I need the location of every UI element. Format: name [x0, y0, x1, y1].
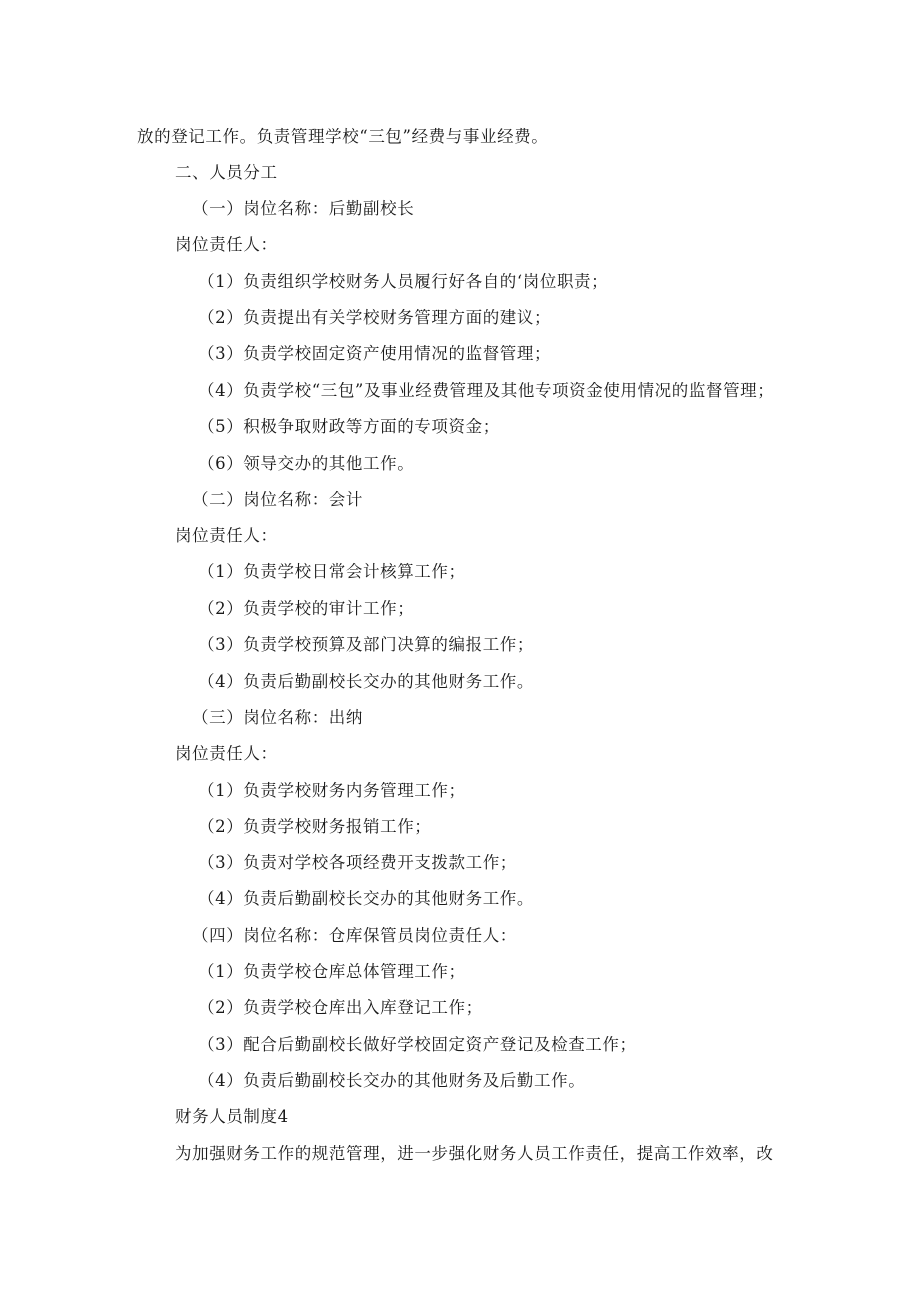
- duty-item: （4）负责后勤副校长交办的其他财务工作。: [198, 889, 534, 908]
- position-heading: （四）岗位名称：仓库保管员岗位责任人：: [192, 926, 517, 945]
- duty-item: （3）负责学校固定资产使用情况的监督管理；: [198, 344, 552, 363]
- duty-item: （5）积极争取财政等方面的专项资金；: [198, 417, 500, 436]
- responsible-person-label: 岗位责任人：: [175, 526, 278, 545]
- duty-item: （6）领导交办的其他工作。: [198, 454, 415, 473]
- responsible-person-label: 岗位责任人：: [175, 235, 278, 254]
- section-title: 财务人员制度4: [175, 1107, 289, 1126]
- duty-item: （4）负责学校“三包”及事业经费管理及其他专项资金使用情况的监督管理；: [198, 381, 775, 400]
- duty-item: （4）负责后勤副校长交办的其他财务及后勤工作。: [198, 1071, 586, 1090]
- paragraph-start: 为加强财务工作的规范管理，进一步强化财务人员工作责任，提高工作效率，改: [175, 1144, 774, 1163]
- duty-item: （1）负责学校仓库总体管理工作；: [198, 962, 466, 981]
- duty-item: （2）负责学校仓库出入库登记工作；: [198, 998, 483, 1017]
- responsible-person-label: 岗位责任人：: [175, 744, 278, 763]
- duty-item: （3）负责对学校各项经费开支拨款工作；: [198, 853, 517, 872]
- duty-item: （2）负责提出有关学校财务管理方面的建议；: [198, 308, 552, 327]
- duty-item: （1）负责学校财务内务管理工作；: [198, 781, 466, 800]
- paragraph-continuation: 放的登记工作。负责管理学校“三包”经费与事业经费。: [137, 127, 549, 146]
- duty-item: （1）负责组织学校财务人员履行好各自的‘岗位职责；: [198, 272, 609, 291]
- duty-item: （3）配合后勤副校长做好学校固定资产登记及检查工作；: [198, 1035, 637, 1054]
- position-heading: （三）岗位名称：出纳: [192, 708, 363, 727]
- section-heading: 二、人员分工: [175, 163, 278, 182]
- duty-item: （2）负责学校财务报销工作；: [198, 817, 432, 836]
- position-heading: （一）岗位名称：后勤副校长: [192, 199, 415, 218]
- duty-item: （3）负责学校预算及部门决算的编报工作；: [198, 635, 534, 654]
- duty-item: （2）负责学校的审计工作；: [198, 599, 415, 618]
- duty-item: （4）负责后勤副校长交办的其他财务工作。: [198, 672, 534, 691]
- duty-item: （1）负责学校日常会计核算工作；: [198, 562, 466, 581]
- position-heading: （二）岗位名称：会计: [192, 490, 363, 509]
